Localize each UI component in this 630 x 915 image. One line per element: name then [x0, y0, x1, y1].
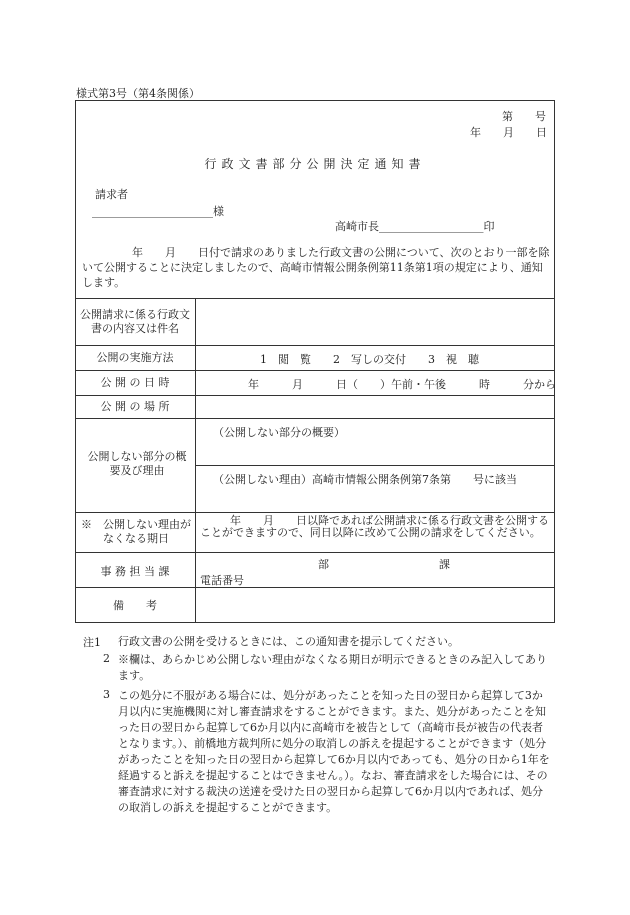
dept-value: 部 課 — [318, 558, 450, 571]
expiry-value: 年 月 日以降であれば公開請求に係る行政文書を公開することができますので、同日以降に改めて公開の請求をしてください。 — [200, 514, 549, 539]
note-number: 注1 — [83, 636, 101, 649]
rule — [75, 345, 555, 346]
rule — [75, 587, 555, 588]
requester-name-line: ______________________様 — [92, 205, 224, 218]
note-text: ※欄は、あらかじめ公開しない理由がなくなる期日が明示できるときのみ記入してあります。 — [118, 653, 547, 682]
rule — [195, 465, 555, 466]
note-number: 3 — [103, 688, 110, 701]
mayor-signature-line: 高崎市長___________________印 — [335, 220, 495, 233]
note-number: 2 — [103, 652, 110, 665]
rule — [75, 418, 555, 419]
method-value: 1 閲 覧 2 写しの交付 3 視 聴 — [260, 353, 479, 366]
intro-paragraph: 年 月 日付で請求のありました行政文書の公開について、次のとおり一部を除いて公開することに決定しましたので、高崎市情報公開条例第11条第1項の規定により、通知します。 — [82, 246, 550, 289]
rule — [75, 298, 555, 299]
requester-label: 請求者 — [95, 188, 128, 201]
document-date: 年 月 日 — [470, 126, 547, 139]
date-label: 公 開 の 日 時 — [100, 376, 170, 389]
subject-label: 公開請求に係る行政文書の内容又は件名 — [80, 308, 190, 335]
undisclosed-summary: （公開しない部分の概要） — [213, 426, 345, 439]
document-number: 第 号 — [502, 110, 546, 123]
form-number: 様式第3号（第4条関係） — [76, 87, 200, 100]
place-label: 公 開 の 場 所 — [100, 400, 170, 413]
column-divider — [195, 298, 196, 623]
method-label: 公開の実施方法 — [96, 351, 174, 364]
note-text: 行政文書の公開を受けるときには、この通知書を提示してください。 — [118, 635, 459, 648]
remarks-label: 備 考 — [113, 599, 157, 612]
dept-label: 事 務 担 当 課 — [100, 565, 170, 578]
date-value: 年 月 日（ ）午前・午後 時 分から — [248, 378, 556, 391]
rule — [75, 552, 555, 553]
undisclosed-label: 公開しない部分の概要及び理由 — [87, 450, 187, 477]
note-text: この処分に不服がある場合には、処分があったことを知った日の翌日から起算して3か月以内に実施機関に対し審査請求をすることができます。また、処分があったことを知った日の翌日から起算して6か月以内に高崎市を被告として（高崎市長が被告の代表者となります。）、前橋地方裁判所に処分の取消しの訴えを提起することができます（処分があったことを知った日の翌日から起算して6か月以内であっても、処分の日から1年を経過すると訴えを提起することはできません。）。なお、審査請求をした場合には、その審査請求に対する裁決の送達を受けた日の翌日から起算して6か月以内であれば、処分の取消しの訴えを提起することができます。 — [118, 689, 550, 814]
rule — [75, 370, 555, 371]
document-title: 行政文書部分公開決定通知書 — [204, 157, 426, 171]
phone-label: 電話番号 — [200, 574, 244, 587]
expiry-label: ※ 公開しない理由がなくなる期日 — [81, 518, 191, 545]
undisclosed-reason: （公開しない理由）高崎市情報公開条例第7条第 号に該当 — [213, 473, 517, 486]
rule — [75, 512, 555, 513]
rule — [75, 395, 555, 396]
